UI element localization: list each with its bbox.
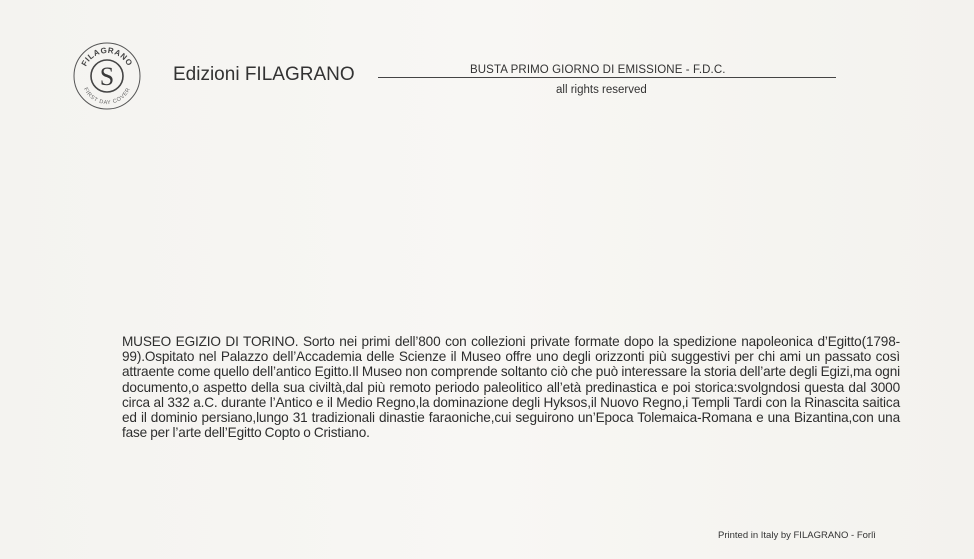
printer-credit: Printed in Italy by FILAGRANO - Forlì [718,530,876,541]
museum-description: MUSEO EGIZIO DI TORINO. Sorto nei primi dell’800 con collezioni private formate dopo la spedizione napoleonica d’Egitto(1798-99).Ospitato nel Palazzo dell’Accademia delle Scienze il Museo offre uno degli orizzonti più suggestivi per chi ami un passato così attraente come quello dell’antico Egitto.Il Museo non comprende soltanto ciò che può interessare la storia dell’arte degli Egizi,ma ogni documento,o aspetto della sua civiltà,dal più remoto periodo paleolitico all’età predinastica e poi storica:svolgndosi questa dal 3000 circa al 332 a.C. durante l’Antico e il Medio Regno,la dominazione degli Hyksos,il Nuovo Regno,i Templi Tardi con la Rinascita saitica ed il dominio persiano,lungo 31 tradizionali dinastie faraoniche,cui seguirono un’Epoca Tolemaica-Romana e una Bizantina,con una fase per l’arte dell’Egitto Copto o Cristiano. [122,334,900,441]
header-rule [378,77,836,78]
fdc-title: BUSTA PRIMO GIORNO DI EMISSIONE - F.D.C. [470,64,726,76]
svg-text:S: S [99,62,115,91]
rights-notice: all rights reserved [556,84,647,96]
publisher-brand: Edizioni FILAGRANO [173,64,355,85]
svg-text:FILAGRANO: FILAGRANO [79,45,135,68]
filagrano-logo [72,41,142,111]
svg-text:FIRST DAY COVER: FIRST DAY COVER [82,86,132,107]
